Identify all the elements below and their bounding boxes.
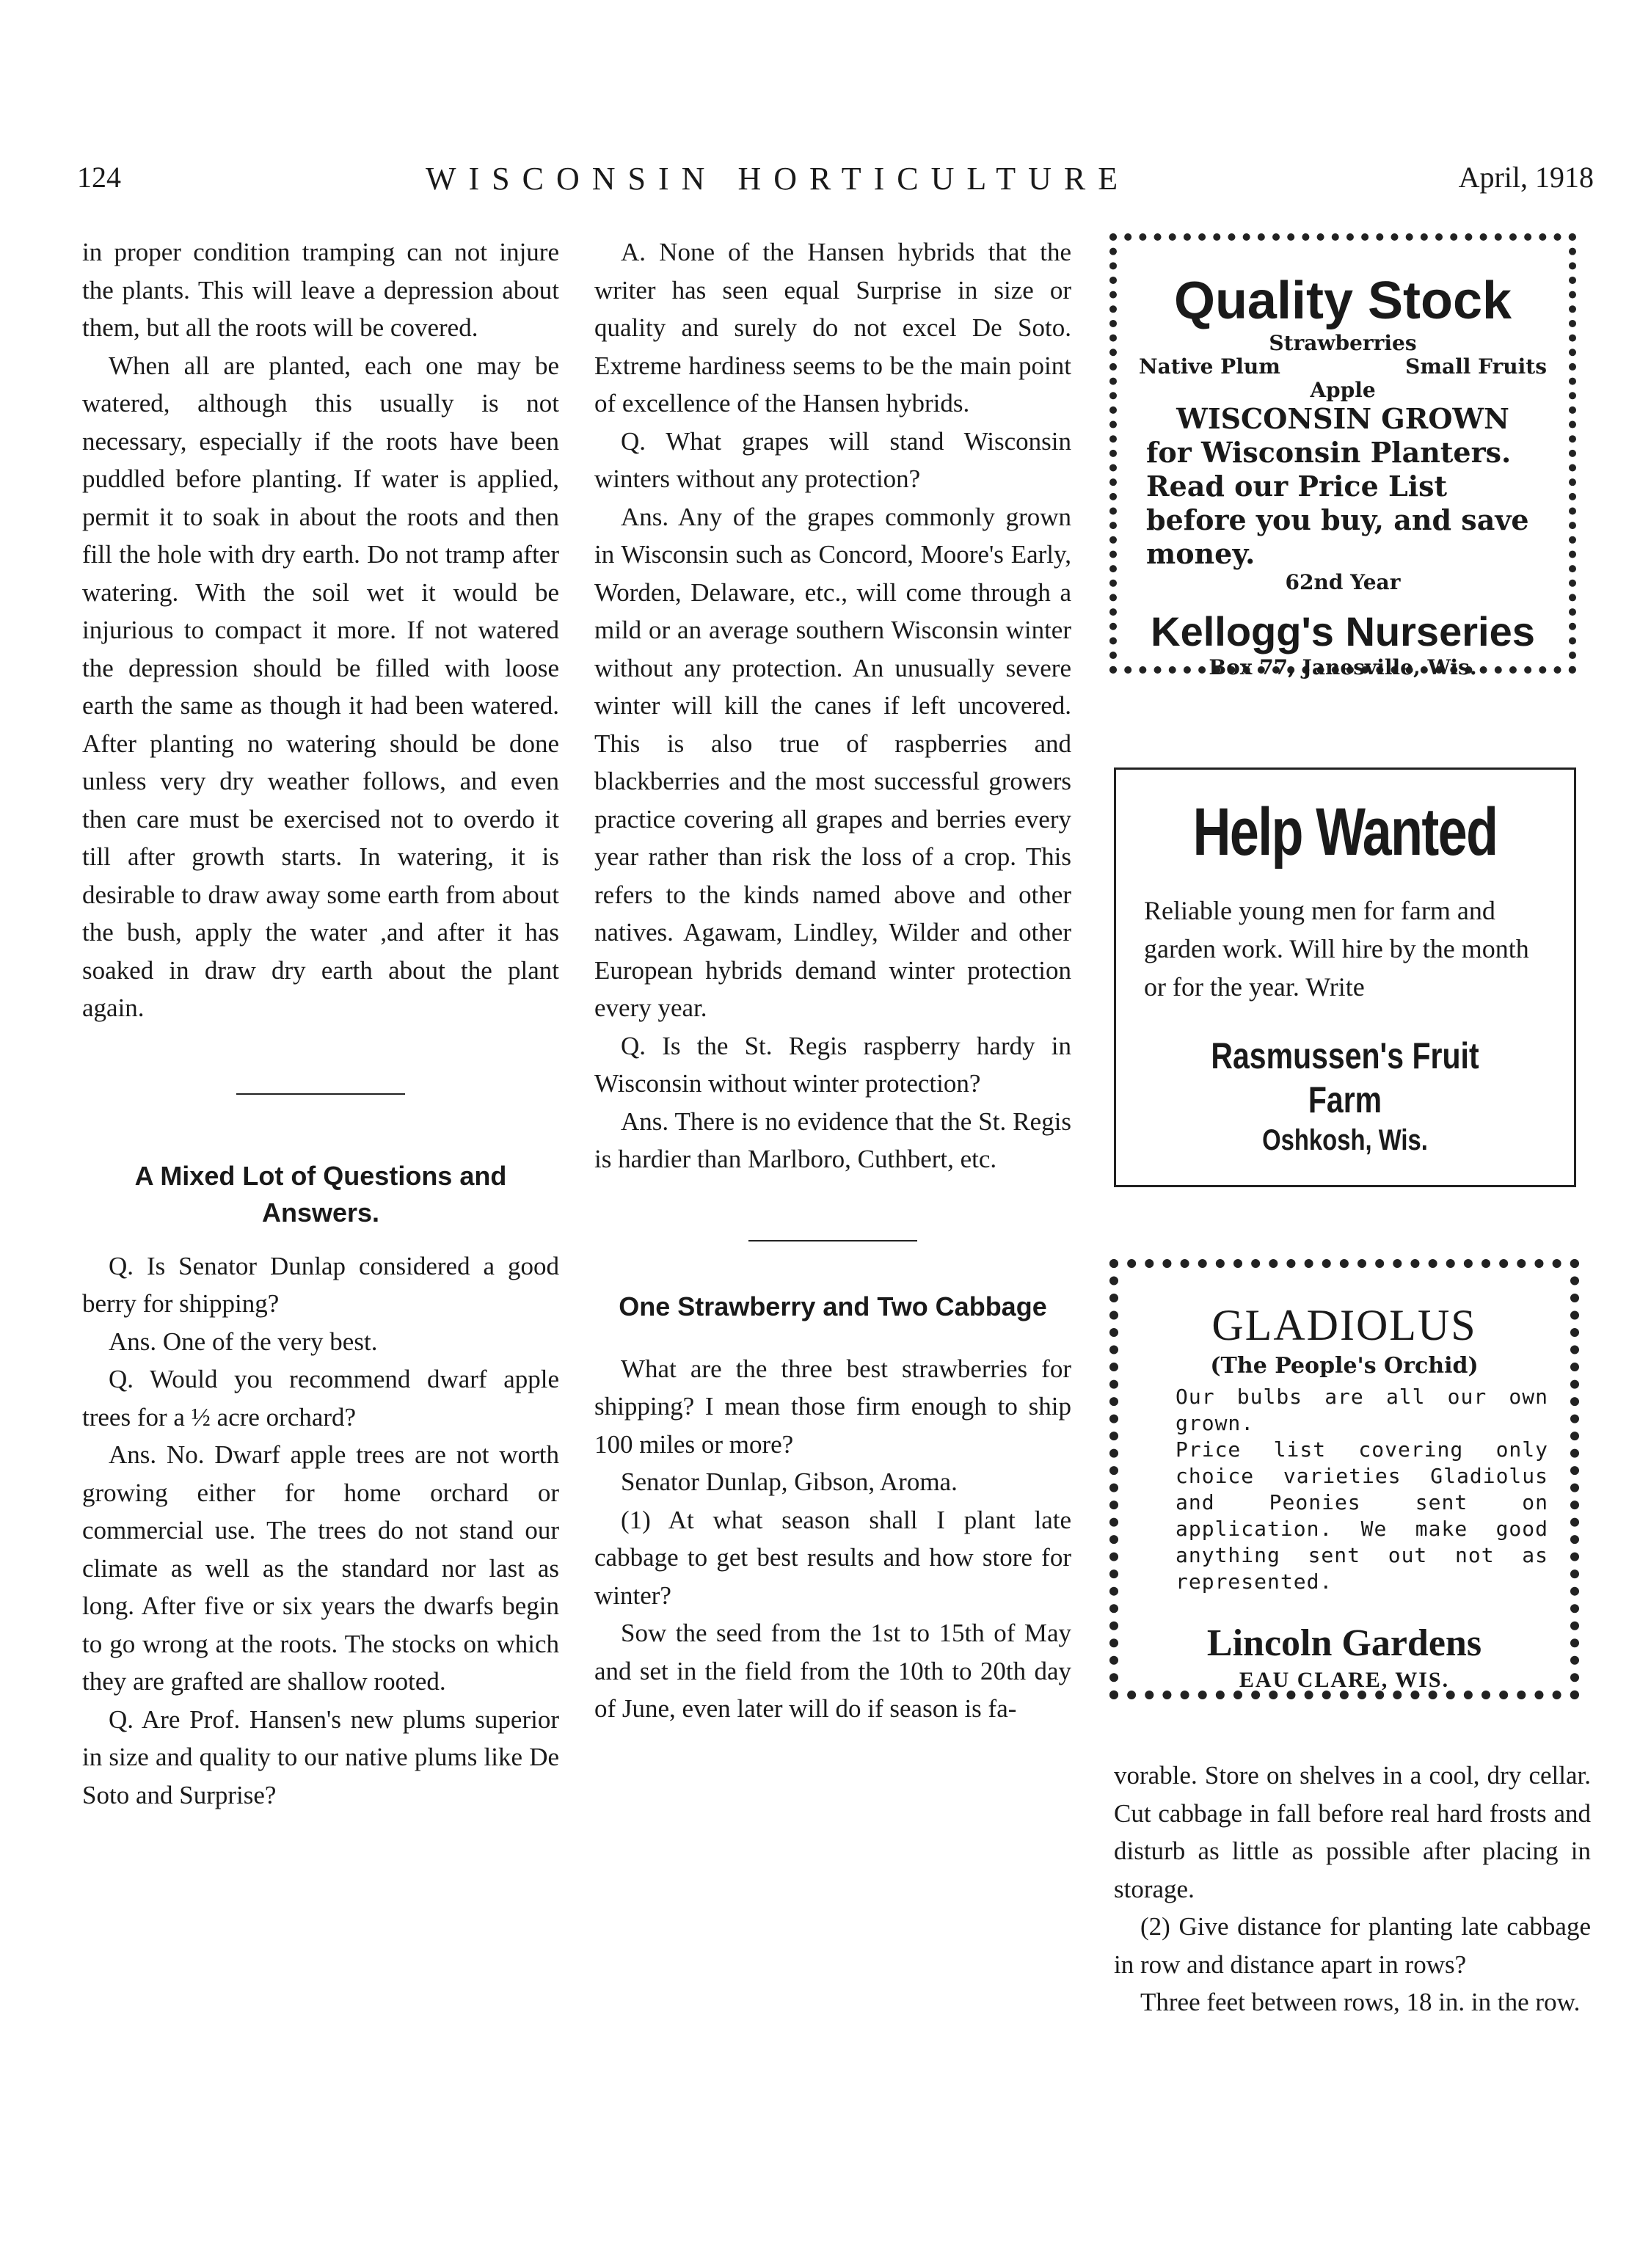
ad-address: Oshkosh, Wis. (1262, 1124, 1428, 1156)
ad-company-name: Rasmussen's Fruit Farm (1211, 1035, 1479, 1120)
advertisement-quality-stock (1109, 233, 1576, 679)
page-number: 124 (77, 161, 121, 194)
paragraph: (1) At what season shall I plant late cabbage to get best results and how store for winter? (594, 1505, 1071, 1610)
column-left (82, 233, 559, 1814)
ad-subtitle: (The People's Orchid) (1210, 1353, 1479, 1379)
ad-company-name: Lincoln Gardens (1206, 1622, 1482, 1664)
paragraph: What are the three best strawberries for shipping? I mean those firm enough to ship 100 miles or more? (594, 1354, 1071, 1459)
paragraph: Sow the seed from the 1st to 15th of May and set in the field from the 10th to 20th day of June, even later will do if season is fa- (594, 1619, 1071, 1723)
section-heading-cabbage: One Strawberry and Two Cabbage (619, 1291, 1047, 1321)
paragraph: Q. Is the St. Regis raspberry hardy in Wisconsin without winter protection? (594, 1031, 1071, 1098)
ad-line: Small Fruits (1405, 354, 1547, 379)
page-header (0, 160, 1651, 204)
ad-line: 62nd Year (1285, 570, 1401, 594)
qa-paragraph: Ans. One of the very best. (109, 1327, 378, 1356)
paragraph: vorable. Store on shelves in a cool, dry cellar. Cut cabbage in fall before real hard frosts and disturb as little as possible after placing in storage. (1114, 1761, 1591, 1903)
paragraph: Senator Dunlap, Gibson, Aroma. (621, 1467, 958, 1496)
paragraph: Ans. There is no evidence that the St. Regis is hardier than Marlboro, Cuthbert, etc. (594, 1106, 1071, 1173)
ad-line: Strawberries (1269, 331, 1417, 355)
ad-line: Apple (1310, 378, 1376, 402)
ad-body (1140, 1384, 1548, 1595)
ad-body: Reliable young men for farm and garden work. Will hire by the month or for the year. Write (1144, 896, 1529, 1002)
qa-paragraph: Q. Would you recommend dwarf apple trees for a ½ acre orchard? (82, 1365, 559, 1432)
ad-body: for Wisconsin Planters. Read our Price List before you buy, and save money. (1146, 436, 1529, 570)
paragraph: When all are planted, each one may be watered, although this usually is not necessary, especially if the roots have been puddled before planting. If water is applied, permit it to soak in about the roots and then fill the hole with dry earth. Do not tramp after watering. With the soil wet it would be injurious to compact it more. If not watered the depression should be filled with loose earth the same as though it had been watered. After planting no watering should be done unless very dry weather follows, and even then care must be exercised not to overdo it till after growth starts. In watering, it is desirable to draw away some earth from about the bush, apply the water ,and after it has soaked in draw dry earth about the plant again. (82, 351, 559, 1022)
paragraph: Q. What grapes will stand Wisconsin winters without any protection? (594, 426, 1071, 493)
advertisement-help-wanted (1114, 767, 1576, 1187)
paragraph: Ans. Any of the grapes commonly grown in Wisconsin such as Concord, Moore's Early, Worden, Delaware, etc., will come through a mild or an average southern Wisconsin winter without any protection. An unusually severe winter will kill the canes if left uncovered. This is also true of raspberries and blackberries and the most successful growers practice covering all grapes and berries every year rather than risk the loss of a crop. This refers to the kinds named above and other natives. Agawam, Lindley, Wilder and other European hybrids demand winter protection every year. (594, 502, 1071, 1022)
ad-address: EAU CLARE, WIS. (1239, 1668, 1450, 1692)
ad-line-row (1131, 355, 1554, 379)
ad-title: Quality Stock (1173, 271, 1512, 330)
paragraph: in proper condition tramping can not injure the plants. This will leave a depression about them, but all the roots will be covered. (82, 238, 559, 342)
ad-line: WISCONSIN GROWN (1176, 402, 1509, 435)
ad-address: Box 77, Janesville, Wis. (1209, 655, 1477, 679)
paragraph: Three feet between rows, 18 in. in the row. (1140, 1988, 1581, 2016)
qa-paragraph: Q. Are Prof. Hansen's new plums superior in size and quality to our native plums like De Soto and Surprise? (82, 1704, 559, 1809)
column-middle (594, 233, 1071, 1728)
ad-title: GLADIOLUS (1211, 1301, 1477, 1349)
issue-date: April, 1918 (1458, 161, 1594, 194)
ad-body-line: Our bulbs are all our own grown. (1176, 1385, 1548, 1435)
ad-line: Native Plum (1139, 354, 1280, 379)
advertisement-gladiolus (1109, 1259, 1579, 1699)
section-heading-questions: A Mixed Lot of Questions and Answers. (134, 1160, 507, 1228)
qa-paragraph: Q. Is Senator Dunlap considered a good berry for shipping? (82, 1251, 559, 1318)
paragraph: A. None of the Hansen hybrids that the writer has seen equal Surprise in size or quality and surely do not excel De Soto. Extreme hardiness seems to be the main point of excellence of the Hansen hybrids. (594, 238, 1071, 417)
ad-title: Help Wanted (1192, 795, 1498, 869)
ad-body-line: Price list covering only choice varieties Gladiolus and Peonies sent on application. We make good anything sent out not as represented. (1176, 1437, 1548, 1594)
journal-title: WISCONSIN HORTICULTURE (426, 161, 1131, 197)
ad-company-name: Kellogg's Nurseries (1151, 608, 1535, 654)
qa-paragraph: Ans. No. Dwarf apple trees are not worth growing either for home orchard or commercial use. The trees do not stand our climate as well as the standard nor last as long. After five or six years the dwarfs begin to go wrong at the roots. The stocks on which they are grafted are shallow rooted. (82, 1440, 559, 1696)
paragraph: (2) Give distance for planting late cabbage in row and distance apart in rows? (1114, 1912, 1591, 1979)
column-right-text (1114, 1757, 1591, 2021)
